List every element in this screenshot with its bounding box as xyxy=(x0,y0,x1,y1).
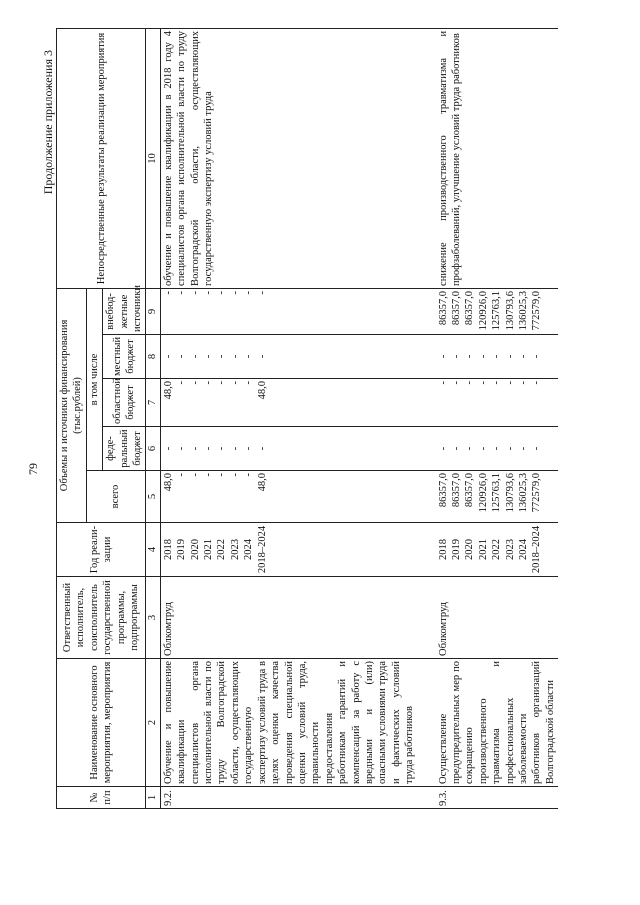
row-local-value: - xyxy=(517,354,529,359)
row-years-value: 2024 xyxy=(517,539,529,560)
row-local xyxy=(160,335,417,379)
header-executor: Ответственный исполнитель, соисполнитель государственной программы, подпрограммы xyxy=(57,577,146,659)
spacer-cell xyxy=(418,288,436,334)
row-years-value: 2023 xyxy=(229,539,241,560)
row-extrabudget-value: - xyxy=(189,290,201,295)
row-total-value: - xyxy=(243,473,255,477)
header-total: всего xyxy=(86,471,146,523)
row-extrabudget-value: - xyxy=(216,290,228,295)
row-regional-value: - xyxy=(203,381,215,385)
row-number: 9.3. xyxy=(436,787,559,809)
row-local xyxy=(436,335,559,379)
row-extrabudget-value: 130793,6 xyxy=(504,290,516,331)
col-number: 8 xyxy=(146,335,160,379)
row-regional-value: 48,0 xyxy=(256,381,268,400)
row-spacer xyxy=(418,28,436,808)
row-regional xyxy=(160,379,417,427)
row-extrabudget-value: - xyxy=(176,290,188,295)
row-executor: Облкомтруд xyxy=(436,577,559,659)
row-extrabudget-value: 86357,0 xyxy=(450,290,462,326)
spacer-cell xyxy=(418,659,436,787)
row-federal-value: - xyxy=(464,446,476,451)
row-regional-value: - xyxy=(450,381,462,385)
col-number: 10 xyxy=(146,28,160,288)
header-federal: феде-ральный бюджет xyxy=(103,427,146,471)
spacer-cell xyxy=(418,28,436,288)
row-regional-value: - xyxy=(437,381,449,385)
row-years-value: 2018 xyxy=(437,539,449,560)
row-local-value: - xyxy=(437,354,449,359)
row-total-value: 86357,0 xyxy=(437,473,449,508)
continuation-label: Продолжение приложения 3 xyxy=(41,50,55,195)
row-total-value: 130793,6 xyxy=(504,473,516,513)
row-regional-value: - xyxy=(229,381,241,385)
row-federal-value: - xyxy=(176,446,188,451)
row-local-value: - xyxy=(162,354,174,359)
table-row xyxy=(160,28,417,808)
row-years-value: 2022 xyxy=(216,539,228,560)
col-number: 7 xyxy=(146,379,160,427)
program-table xyxy=(56,28,558,809)
row-extrabudget-value: 136025,3 xyxy=(517,290,529,331)
col-number: 2 xyxy=(146,659,160,787)
row-federal-value: - xyxy=(243,446,255,451)
row-federal-value: - xyxy=(517,446,529,451)
row-total-value: 86357,0 xyxy=(450,473,462,508)
row-number: 9.2. xyxy=(160,787,417,809)
row-federal-value: - xyxy=(216,446,228,451)
header-result: Непосредственные результаты реализации мероприятия xyxy=(57,28,146,288)
row-local-value: - xyxy=(243,354,255,359)
col-number: 5 xyxy=(146,471,160,523)
spacer-cell xyxy=(418,379,436,427)
row-regional-value: - xyxy=(216,381,228,385)
row-extrabudget-value: 86357,0 xyxy=(464,290,476,326)
row-regional-value: - xyxy=(504,381,516,385)
row-regional-value: - xyxy=(517,381,529,385)
row-total xyxy=(160,471,417,523)
row-federal xyxy=(160,427,417,471)
row-local-value: - xyxy=(477,354,489,359)
row-total-value: 48,0 xyxy=(256,473,268,492)
row-extrabudget-value: 772579,0 xyxy=(531,290,543,331)
header-local: местный бюджет xyxy=(103,335,146,379)
row-federal-value: - xyxy=(203,446,215,451)
row-result: обучение и повышение квалификации в 2018 году 4 специалистов органа исполнительной власти по труду Волгоградской области, осуществляющих государственную экспертизу условий труда xyxy=(160,28,417,288)
row-regional-value: 48,0 xyxy=(162,381,174,400)
row-federal-value: - xyxy=(477,446,489,451)
row-regional-value: - xyxy=(176,381,188,385)
row-total-value: - xyxy=(189,473,201,477)
row-federal-value: - xyxy=(450,446,462,451)
row-name: Осуществление предупредительных мер по сокращению производственного травматизма и профессиональных заболеваемости работников организаций Волгоградской области xyxy=(436,659,559,787)
header-extrabudget: внебюд-жетные источники xyxy=(103,288,146,334)
row-years-value: 2018 xyxy=(162,539,174,560)
row-years-value: 2019 xyxy=(176,539,188,560)
spacer-cell xyxy=(418,523,436,577)
row-extrabudget-value: - xyxy=(203,290,215,295)
row-federal-value: - xyxy=(491,446,503,451)
row-years-value: 2019 xyxy=(450,539,462,560)
row-extrabudget-value: 86357,0 xyxy=(437,290,449,326)
row-years-value: 2021 xyxy=(477,539,489,560)
row-years-value: 2023 xyxy=(504,539,516,560)
col-number: 9 xyxy=(146,288,160,334)
row-total-value: 120926,0 xyxy=(477,473,489,513)
row-total-value: - xyxy=(229,473,241,477)
row-local-value: - xyxy=(531,354,543,359)
row-local-value: - xyxy=(450,354,462,359)
row-years-value: 2018–2024 xyxy=(531,525,543,574)
row-years-value: 2022 xyxy=(491,539,503,560)
row-extrabudget-value: 120926,0 xyxy=(477,290,489,331)
row-local-value: - xyxy=(203,354,215,359)
col-number: 3 xyxy=(146,577,160,659)
header-financing: Объемы и источники финансирования (тыс.рублей) xyxy=(57,288,87,522)
col-number: 4 xyxy=(146,523,160,577)
header-year: Год реали-зации xyxy=(57,523,146,577)
row-total-value: - xyxy=(203,473,215,477)
row-regional-value: - xyxy=(477,381,489,385)
row-regional-value: - xyxy=(531,381,543,385)
header-num: № п/п xyxy=(57,787,146,809)
row-local-value: - xyxy=(229,354,241,359)
col-number: 6 xyxy=(146,427,160,471)
row-years-value: 2020 xyxy=(464,539,476,560)
row-years-value: 2021 xyxy=(203,539,215,560)
row-extrabudget-value: - xyxy=(229,290,241,295)
spacer-cell xyxy=(418,787,436,809)
row-years-value: 2020 xyxy=(189,539,201,560)
row-regional-value: - xyxy=(243,381,255,385)
row-local-value: - xyxy=(491,354,503,359)
row-regional-value: - xyxy=(464,381,476,385)
row-local-value: - xyxy=(464,354,476,359)
row-regional xyxy=(436,379,559,427)
header-including: в том числе xyxy=(86,288,102,470)
table-row xyxy=(436,28,559,808)
row-local-value: - xyxy=(189,354,201,359)
col-number: 1 xyxy=(146,787,160,809)
header-regional: областной бюджет xyxy=(103,379,146,427)
row-extrabudget xyxy=(160,288,417,334)
row-total-value: - xyxy=(216,473,228,477)
row-years-value: 2018–2024 xyxy=(256,525,268,574)
spacer-cell xyxy=(418,471,436,523)
row-years xyxy=(160,523,417,577)
row-regional-value: - xyxy=(189,381,201,385)
row-extrabudget-value: - xyxy=(243,290,255,295)
row-years-value: 2024 xyxy=(243,539,255,560)
row-total-value: - xyxy=(176,473,188,477)
row-years xyxy=(436,523,559,577)
row-local-value: - xyxy=(504,354,516,359)
row-total-value: 772579,0 xyxy=(531,473,543,513)
row-federal-value: - xyxy=(256,446,268,451)
header-name: Наименование основного мероприятия, мероприятия xyxy=(57,659,146,787)
row-regional-value: - xyxy=(491,381,503,385)
row-total-value: 48,0 xyxy=(162,473,174,492)
row-total xyxy=(436,471,559,523)
row-extrabudget-value: - xyxy=(162,290,174,295)
row-federal-value: - xyxy=(162,446,174,451)
row-federal-value: - xyxy=(437,446,449,451)
row-name: Обучение и повышение квалификации специалистов органа исполнительной власти по труду Волгоградской области, осуществляющих государственную экспертизу условий труда в целях оценки качества проведения специальной оценки условий труда, правильности предоставления работникам гарантий и компенсаций за работу с вредными и (или) опасными условиями труда и фактических условий труда работников xyxy=(160,659,417,787)
row-federal-value: - xyxy=(504,446,516,451)
page-number: 79 xyxy=(26,463,40,475)
row-extrabudget xyxy=(436,288,559,334)
row-extrabudget-value: - xyxy=(256,290,268,295)
row-result: снижение производственного травматизма и профзаболеваний, улучшение условий труда работников xyxy=(436,28,559,288)
row-executor: Облкомтруд xyxy=(160,577,417,659)
row-total-value: 125763,1 xyxy=(491,473,503,513)
row-extrabudget-value: 125763,1 xyxy=(491,290,503,331)
spacer-cell xyxy=(418,427,436,471)
spacer-cell xyxy=(418,577,436,659)
row-total-value: 86357,0 xyxy=(464,473,476,508)
row-federal-value: - xyxy=(189,446,201,451)
row-local-value: - xyxy=(176,354,188,359)
row-local-value: - xyxy=(256,354,268,359)
row-federal-value: - xyxy=(531,446,543,451)
row-federal xyxy=(436,427,559,471)
row-local-value: - xyxy=(216,354,228,359)
spacer-cell xyxy=(418,335,436,379)
row-total-value: 136025,3 xyxy=(517,473,529,513)
row-federal-value: - xyxy=(229,446,241,451)
